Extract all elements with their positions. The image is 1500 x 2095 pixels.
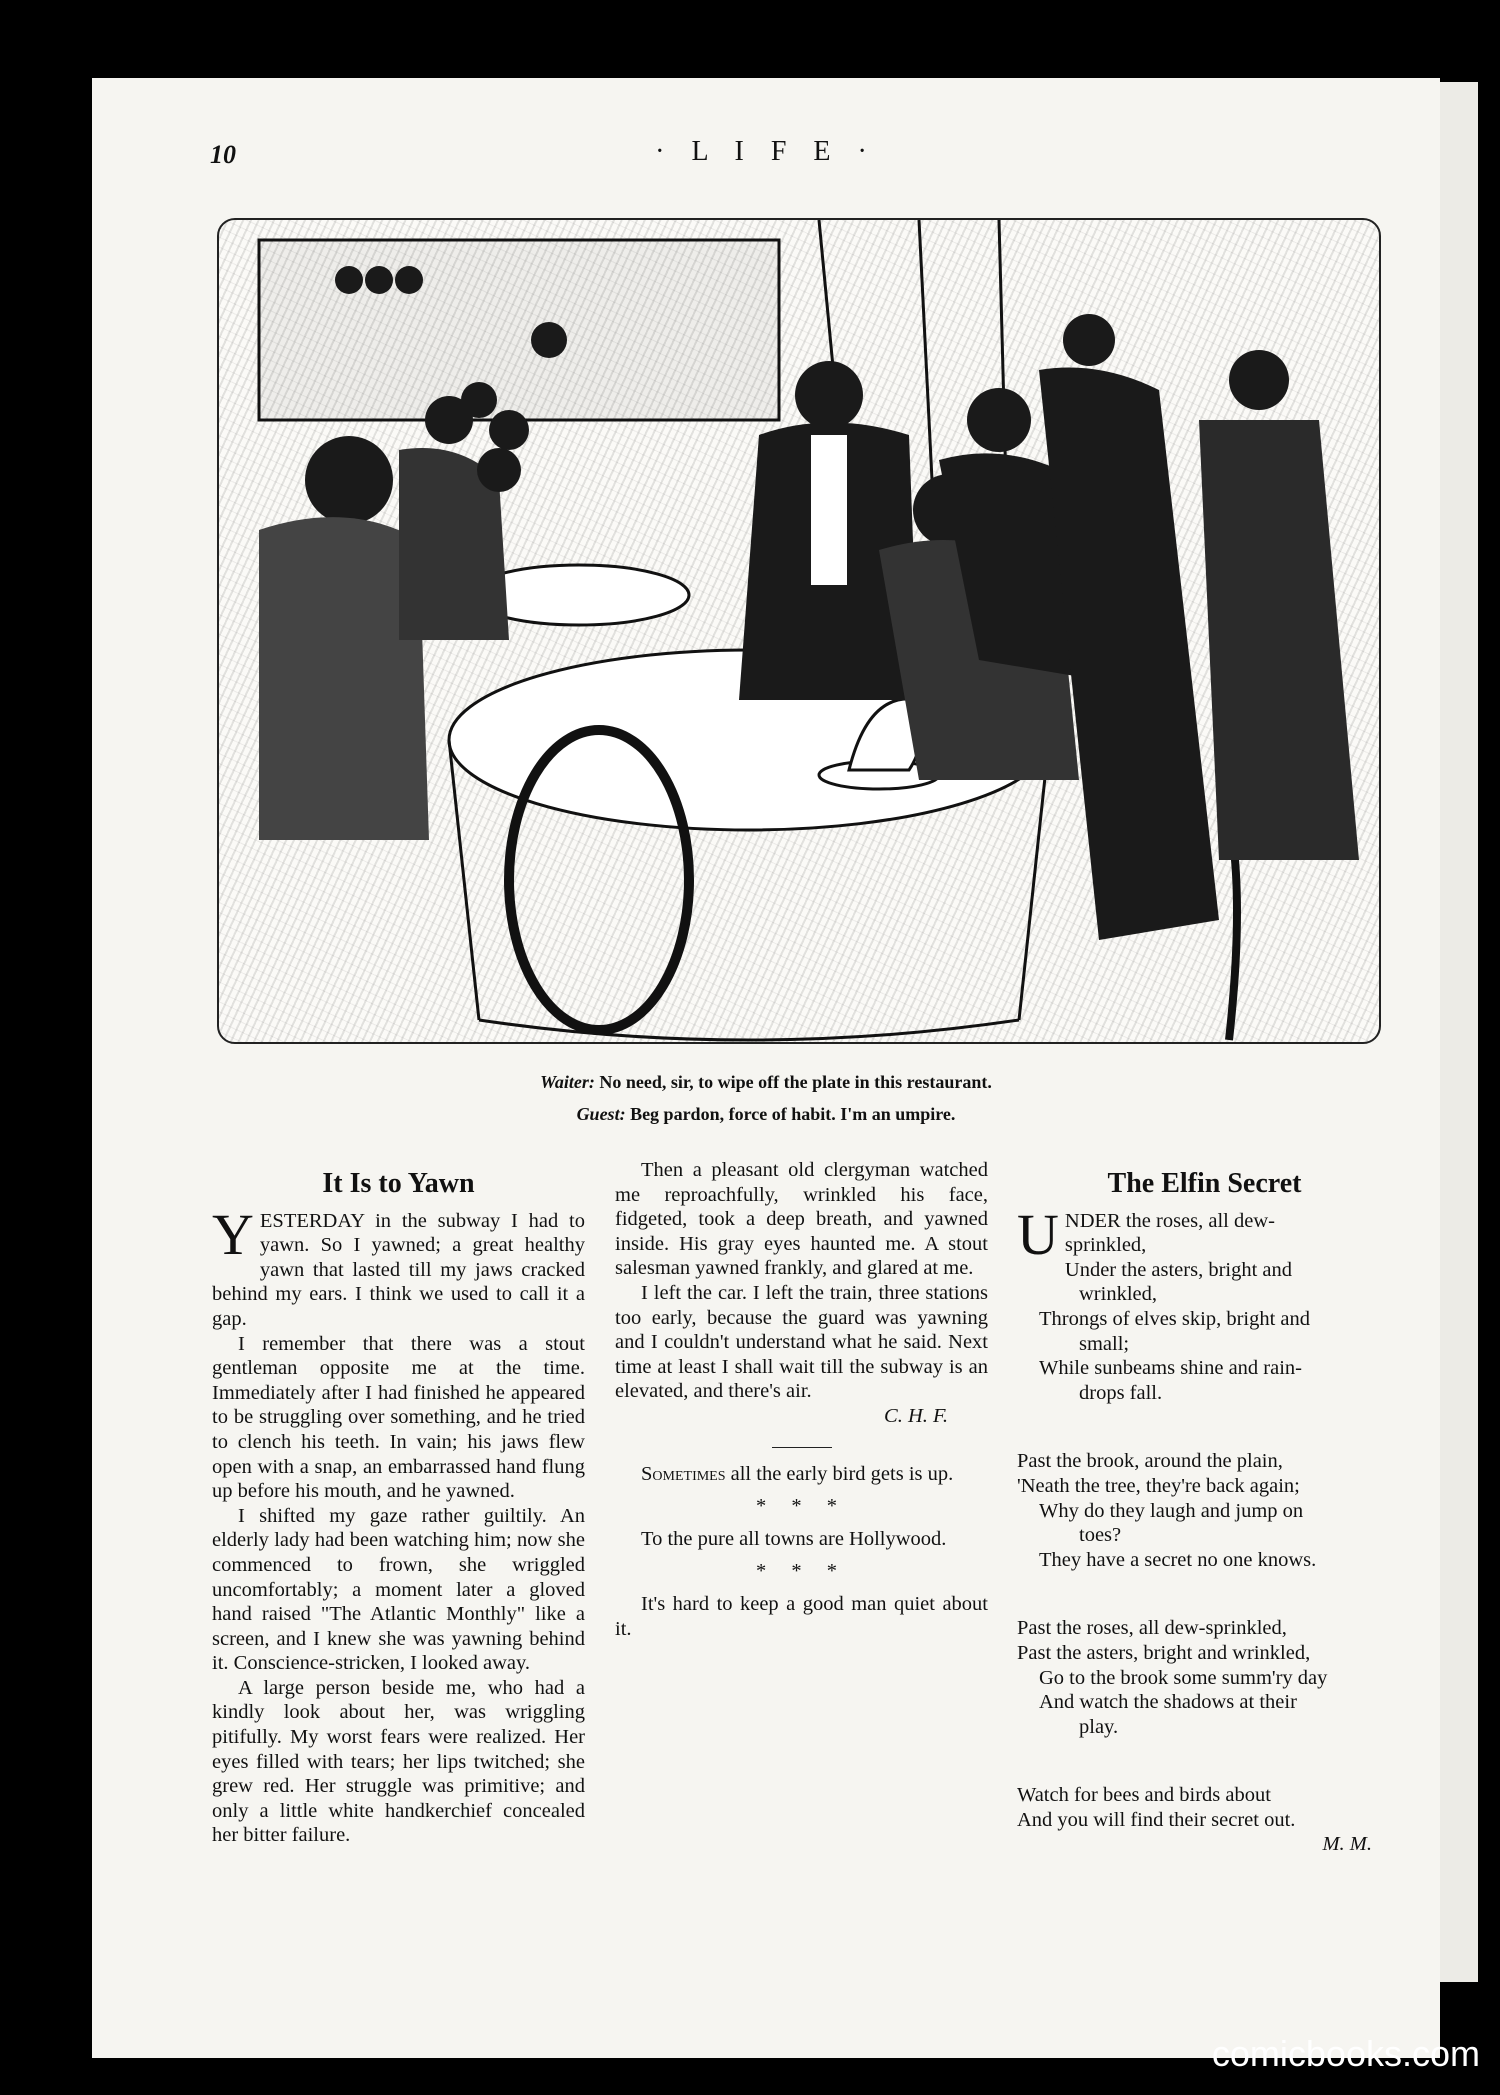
site-watermark: comicbooks.com <box>1211 2033 1480 2074</box>
caption-line-waiter <box>92 1066 1440 1098</box>
filler-item: To the pure all towns are Hollywood. <box>641 1527 947 1550</box>
poem-line: Throngs of elves skip, bright and <box>1039 1307 1311 1330</box>
caption-text-waiter: No need, sir, to wipe off the plate in this restaurant. <box>599 1072 992 1092</box>
poem-line: Go to the brook some summ'ry day <box>1039 1666 1328 1689</box>
magazine-page <box>92 78 1440 2058</box>
poem-line: Why do they laugh and jump on <box>1039 1499 1304 1522</box>
masthead: · L I F E · <box>655 136 877 167</box>
paragraph-text: A large person beside me, who had a kindly look about her, was wriggling pitifully. My worst fears were realized. Her eyes filled with tears; her lips twitched; she grew red. Her struggle was primitive; and only a little white handkerchief concealed her bitter failure. <box>212 1676 585 1847</box>
poem-stanza <box>1017 1783 1392 1857</box>
poem-line: Past the roses, all dew-sprinkled, <box>1017 1617 1287 1640</box>
poem-line: Past the asters, bright and wrinkled, <box>1017 1641 1311 1664</box>
article-paragraph: Then a pleasant old clergyman watched me reproachfully, wrinkled his face, fidgeted, took a deep breath, and yawned inside. His gray eyes haunted me. A stout salesman yawned frankly, and glared at me. <box>615 1159 988 1280</box>
poem-line: They have a secret no one knows. <box>1039 1548 1317 1571</box>
poem-line: play. <box>1079 1715 1119 1738</box>
filler-text: all the early bird gets is up. <box>725 1462 954 1485</box>
filler-item: It's hard to keep a good man quiet about it. <box>615 1592 988 1640</box>
poem-line: small; <box>1079 1332 1130 1355</box>
divider-rule <box>772 1447 832 1448</box>
poem-line: While sunbeams shine and rain- <box>1039 1357 1303 1380</box>
poem-signature: M. M. <box>1322 1833 1372 1856</box>
poem-line: Under the asters, bright and <box>1064 1258 1293 1281</box>
article-paragraph <box>212 1201 585 1332</box>
adjacent-page-edge <box>1440 82 1478 1982</box>
poem-line: And you will find their secret out. <box>1017 1808 1296 1831</box>
illustration-caption <box>92 1066 1440 1130</box>
poem-stanza <box>1017 1201 1392 1406</box>
poem-title: The Elfin Secret <box>1107 1168 1302 1199</box>
poem-line: toes? <box>1079 1524 1122 1547</box>
article-title: It Is to Yawn <box>322 1168 475 1199</box>
caption-text-guest: Beg pardon, force of habit. I'm an umpire. <box>630 1104 956 1124</box>
poem-line-text: NDER the roses, all dew- <box>1064 1209 1275 1232</box>
article-paragraph: I remember that there was a stout gentleman opposite me at the time. Immediately after I had finished he appeared to be struggling over something, and he tried to clench his teeth. In vain; his jaws flew open with a snap, an embarrassed hand flung up before his mouth, and he yawned. <box>212 1332 585 1503</box>
article-signature: C. H. F. <box>884 1404 948 1427</box>
article-paragraph: I left the car. I left the train, three stations too early, because the guard was yawning and I couldn't understand what he said. Next time at least I shall wait till the subway is an elevated, and there's air. <box>615 1281 988 1403</box>
drop-cap: Y <box>212 1201 254 1267</box>
stars-separator: * * * <box>756 1560 847 1583</box>
poem-stanza <box>1017 1616 1392 1739</box>
illustration-drawing <box>219 220 1379 1042</box>
poem-line: wrinkled, <box>1079 1283 1157 1306</box>
poem-line: Watch for bees and birds about <box>1017 1784 1271 1807</box>
poem-line: 'Neath the tree, they're back again; <box>1017 1474 1300 1497</box>
poem-line: sprinkled, <box>1064 1234 1147 1257</box>
restaurant-illustration <box>217 218 1381 1044</box>
caption-line-guest <box>92 1098 1440 1130</box>
stars-separator: * * * <box>756 1495 847 1518</box>
paragraph-text: ESTERDAY in the subway I had to yawn. So I yawned; a great healthy yawn that lasted till my jaws cracked behind my ears. I think we used to call it a gap. <box>212 1209 585 1330</box>
page-number: 10 <box>210 140 236 169</box>
poem-line: Past the brook, around the plain, <box>1017 1450 1283 1473</box>
poem-line: And watch the shadows at their <box>1039 1691 1297 1714</box>
poem-line: drops fall. <box>1079 1381 1163 1404</box>
article-column-2 <box>615 1158 988 1641</box>
article-column-1 <box>212 1158 585 1848</box>
smallcaps-lead: Sometimes <box>641 1462 726 1485</box>
poem-stanza <box>1017 1449 1392 1572</box>
poem-column <box>1017 1158 1392 1857</box>
article-paragraph <box>212 1676 585 1848</box>
caption-speaker-waiter: Waiter: <box>540 1072 595 1092</box>
caption-speaker-guest: Guest: <box>576 1104 626 1124</box>
filler-item <box>615 1462 988 1487</box>
article-paragraph: I shifted my gaze rather guiltily. An elderly lady had been watching him; now she commenced to frown, she wriggled uncomfortably; a moment later a gloved hand raised "The Atlantic Monthly" like a screen, and I knew she was yawning behind it. Conscience-stricken, I looked away. <box>212 1504 585 1675</box>
drop-cap: U <box>1017 1201 1059 1267</box>
